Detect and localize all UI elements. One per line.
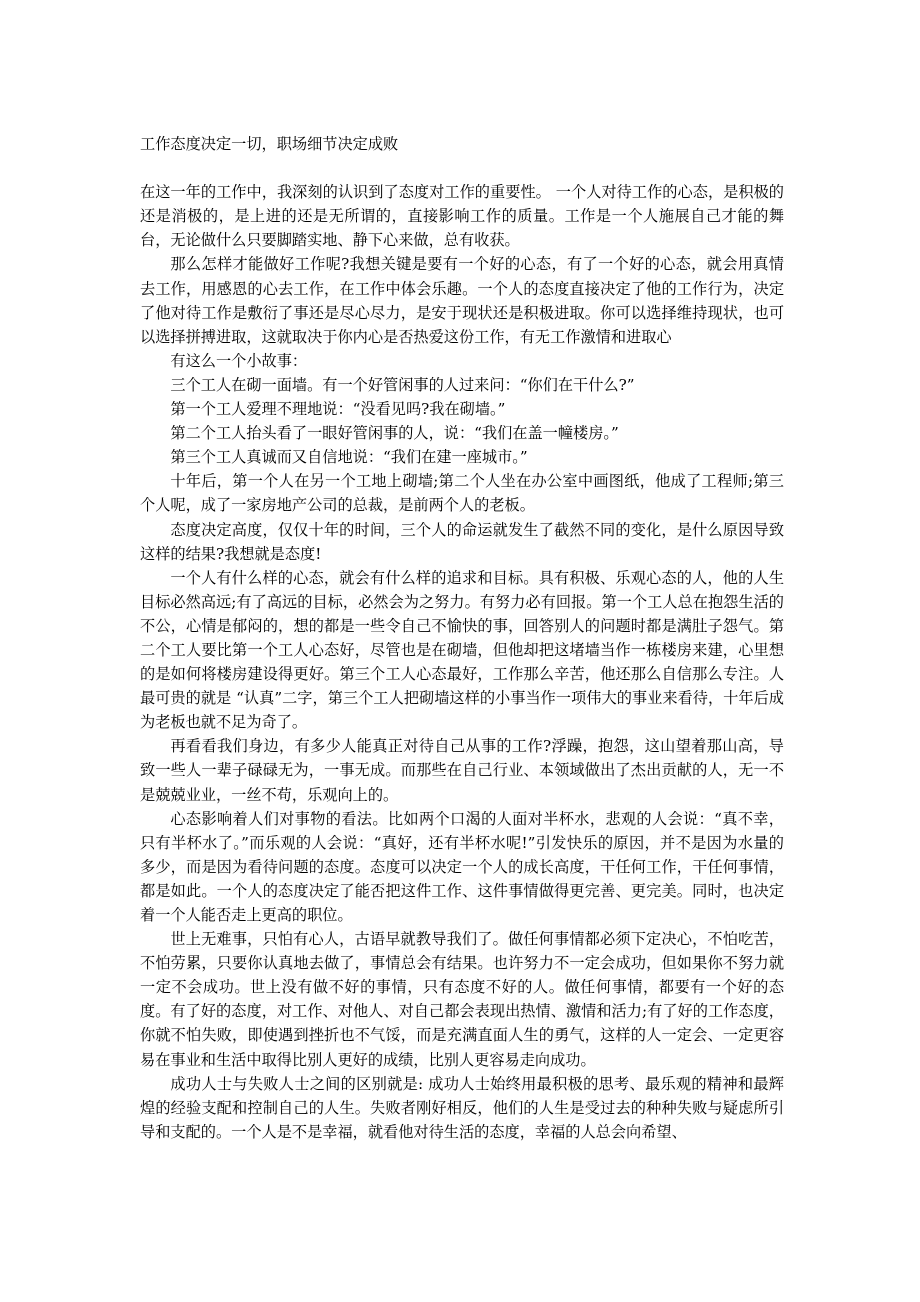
paragraph: 在这一年的工作中，我深刻的认识到了态度对工作的重要性。 一个人对待工作的心态，是积极的还是消极的，是上进的还是无所谓的，直接影响工作的质量。工作是一个人施展自己才能的舞台，无论做什么只要脚踏实地、静下心来做，总有收获。 <box>140 183 784 250</box>
paragraph: 心态影响着人们对事物的看法。比如两个口渴的人面对半杯水，悲观的人会说：“真不幸，只有半杯水了。”而乐观的人会说：“真好，还有半杯水呢!”引发快乐的原因，并不是因为水量的多少，而是因为看待问题的态度。态度可以决定一个人的成长高度，干任何工作，干任何事情，都是如此。一个人的态度决定了能否把这件工作、这件事情做得更完善、更完美。同时，也决定着一个人能否走上更高的职位。 <box>140 809 784 924</box>
paragraph: 三个工人在砌一面墙。有一个好管闲事的人过来问：“你们在干什么?” <box>170 375 635 394</box>
paragraph: 世上无难事，只怕有心人，古语早就教导我们了。做任何事情都必须下定决心，不怕吃苦，不怕劳累，只要你认真地去做了，事情总会有结果。也许努力不一定会成功，但如果你不努力就一定不会成功。世上没有做不好的事情，只有态度不好的人。做任何事情，都要有一个好的态度。有了好的态度，对工作、对他人、对自己都会表现出热情、激情和活力;有了好的工作态度，你就不怕失败，即使遇到挫折也不气馁，而是充满直面人生的勇气，这样的人一定会、一定更容易在事业和生活中取得比别人更好的成绩，比别人更容易走向成功。 <box>140 930 784 1069</box>
paragraph: 第一个工人爱理不理地说：“没看见吗?我在砌墙。” <box>170 400 506 419</box>
document-body <box>140 132 784 1144</box>
paragraph: 再看看我们身边，有多少人能真正对待自己从事的工作?浮躁，抱怨，这山望着那山高，导致一些人一辈子碌碌无为，一事无成。而那些在自己行业、本领域做出了杰出贡献的人，无一不是兢兢业业，一丝不苟，乐观向上的。 <box>140 737 784 804</box>
paragraph: 第三个工人真诚而又自信地说：“我们在建一座城市。” <box>170 448 528 467</box>
paragraph: 那么怎样才能做好工作呢?我想关键是要有一个好的心态，有了一个好的心态，就会用真情去工作，用感恩的心去工作，在工作中体会乐趣。一个人的态度直接决定了他的工作行为，决定了他对待工作是敷衍了事还是尽心尽力，是安于现状还是积极进取。你可以选择维持现状，也可以选择拼搏进取，这就取决于你内心是否热爱这份工作，有无工作激情和进取心 <box>140 255 784 346</box>
paragraph: 十年后，第一个人在另一个工地上砌墙;第二个人坐在办公室中画图纸，他成了工程师;第三个人呢，成了一家房地产公司的总裁，是前两个人的老板。 <box>140 472 784 515</box>
paragraph: 态度决定高度，仅仅十年的时间，三个人的命运就发生了截然不同的变化，是什么原因导致这样的结果?我想就是态度! <box>140 520 784 563</box>
paragraph: 第二个工人抬头看了一眼好管闲事的人，说：“我们在盖一幢楼房。” <box>170 424 619 443</box>
document-title: 工作态度决定一切，职场细节决定成败 <box>140 135 399 153</box>
paragraph: 成功人士与失败人士之间的区别就是: 成功人士始终用最积极的思考、最乐观的精神和最辉煌的经验支配和控制自己的人生。失败者刚好相反，他们的人生是受过去的种种失败与疑虑所引导和支配的。一个人是不是幸福，就看他对待生活的态度，幸福的人总会向希望、 <box>140 1074 784 1141</box>
title-spacer <box>140 156 784 180</box>
paragraph: 一个人有什么样的心态，就会有什么样的追求和目标。具有积极、乐观心态的人，他的人生目标必然高远;有了高远的目标，必然会为之努力。有努力必有回报。第一个工人总在抱怨生活的不公，心情是郁闷的，想的都是一些令自己不愉快的事，回答别人的问题时都是满肚子怨气。第二个工人要比第一个工人心态好，尽管也是在砌墙，但他却把这堵墙当作一栋楼房来建，心里想的是如何将楼房建设得更好。第三个工人心态最好，工作那么辛苦，他还那么自信那么专注。人最可贵的就是 “认真”二字，第三个工人把砌墙这样的小事当作一项伟大的事业来看待，十年后成为老板也就不足为奇了。 <box>140 568 784 732</box>
paragraph: 有这么一个小故事： <box>170 351 308 370</box>
